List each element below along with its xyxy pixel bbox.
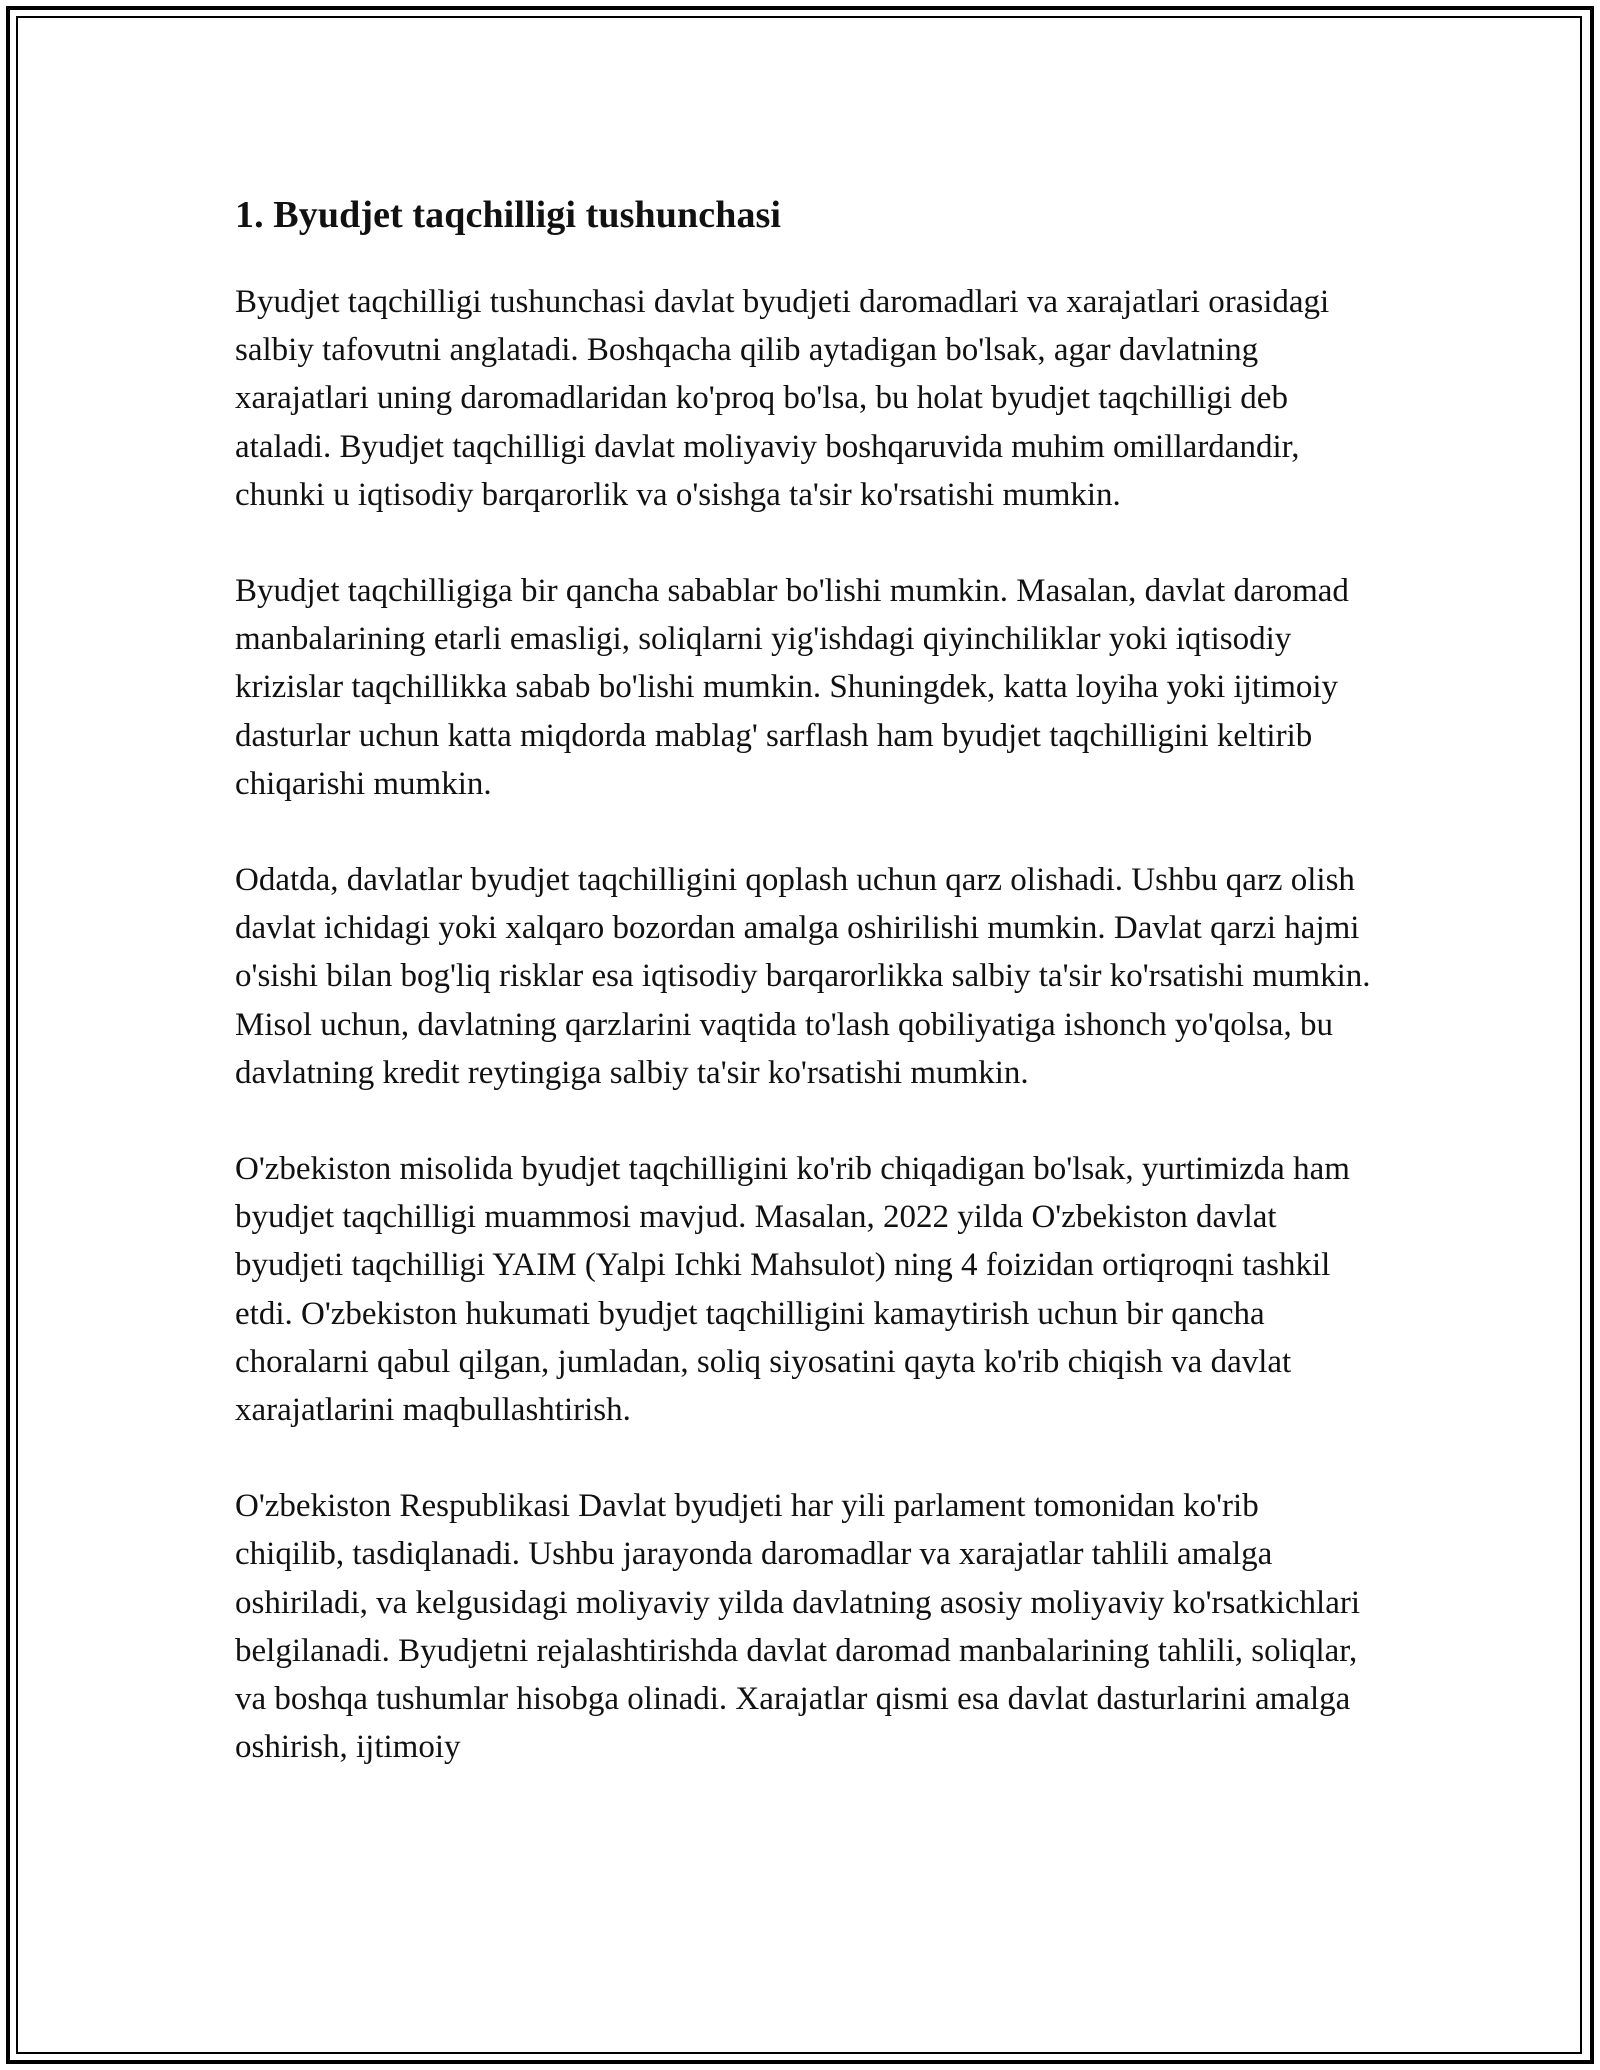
document-body [235,188,1375,1819]
paragraph-5: O'zbekiston Respublikasi Davlat byudjeti har yili parlament tomonidan ko'rib chiqilib, tasdiqlanadi. Ushbu jarayonda daromadlar va xarajatlar tahlili amalga oshiriladi, va kelgusidagi moliyaviy yilda davlatning asosiy moliyaviy ko'rsatkichlari belgilanadi. Byudjetni rejalashtirishda davlat daromad manbalarining tahlili, soliqlar, va boshqa tushumlar hisobga olinadi. Xarajatlar qismi esa davlat dasturlarini amalga oshirish, ijtimoiy [235,1488,1360,1766]
paragraph-4: O'zbekiston misolida byudjet taqchilligini ko'rib chiqadigan bo'lsak, yurtimizda ham byudjet taqchilligi muammosi mavjud. Masalan, 2022 yilda O'zbekiston davlat byudjeti taqchilligi YAIM (Yalpi Ichki Mahsulot) ning 4 foizidan ortiqroqni tashkil etdi. O'zbekiston hukumati byudjet taqchilligini kamaytirish uchun bir qancha choralarni qabul qilgan, jumladan, soliq siyosatini qayta ko'rib chiqish va davlat xarajatlarini maqbullashtirish. [235,1151,1350,1429]
paragraph-3: Odatda, davlatlar byudjet taqchilligini qoplash uchun qarz olishadi. Ushbu qarz olish davlat ichidagi yoki xalqaro bozordan amalga oshirilishi mumkin. Davlat qarzi hajmi o'sishi bilan bog'liq risklar esa iqtisodiy barqarorlikka salbiy ta'sir ko'rsatishi mumkin. Misol uchun, davlatning qarzlarini vaqtida to'lash qobiliyatiga ishonch yo'qolsa, bu davlatning kredit reytingiga salbiy ta'sir ko'rsatishi mumkin. [235,862,1371,1091]
paragraph-2: Byudjet taqchilligiga bir qancha sabablar bo'lishi mumkin. Masalan, davlat daromad manbalarining etarli emasligi, soliqlarni yig'ishdagi qiyinchiliklar yoki iqtisodiy krizislar taqchillikka sabab bo'lishi mumkin. Shuningdek, katta loyiha yoki ijtimoiy dasturlar uchun katta miqdorda mablag' sarflash ham byudjet taqchilligini keltirib chiqarishi mumkin. [235,573,1349,802]
paragraph-1: Byudjet taqchilligi tushunchasi davlat byudjeti daromadlari va xarajatlari orasidagi salbiy tafovutni anglatadi. Boshqacha qilib aytadigan bo'lsak, agar davlatning xarajatlari uning daromadlaridan ko'proq bo'lsa, bu holat byudjet taqchilligi deb ataladi. Byudjet taqchilligi davlat moliyaviy boshqaruvida muhim omillardandir, chunki u iqtisodiy barqarorlik va o'sishga ta'sir ko'rsatishi mumkin. [235,284,1330,513]
section-heading: 1. Byudjet taqchilligi tushunchasi [235,194,782,236]
